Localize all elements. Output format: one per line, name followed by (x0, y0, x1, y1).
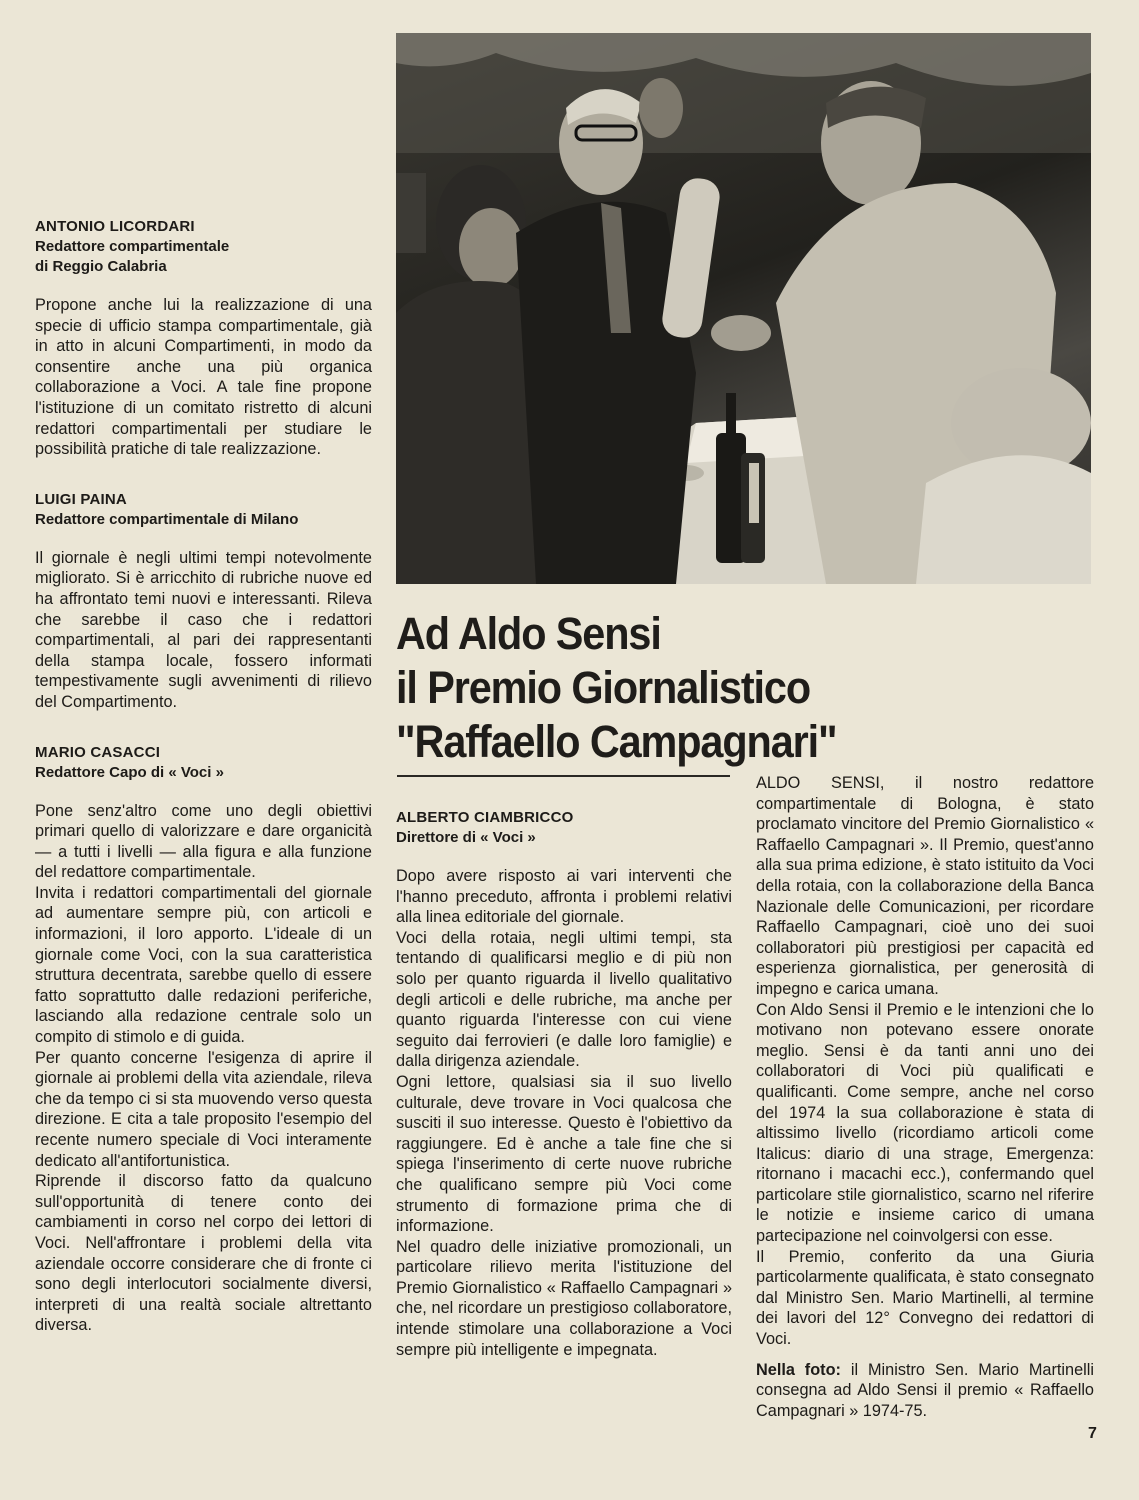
headline-line: Ad Aldo Sensi (396, 608, 661, 659)
right-column (756, 773, 1094, 1421)
page-number: 7 (1088, 1425, 1097, 1442)
paragraph: Voci della rotaia, negli ultimi tempi, sta tentando di qualificarsi meglio e di più non solo per quanto riguarda il livello qualitativo degli articoli e delle rubriche, ma anche per quanto riguarda l'interesse con cui viene seguito dai ferrovieri (e dalle loro famiglie) e dalla dirigenza aziendale. (396, 928, 732, 1071)
headline-line: "Raffaello Campagnari" (396, 716, 837, 767)
section-paina (35, 490, 372, 713)
speaker-role: Redattore compartimentale di Milano (35, 510, 299, 528)
paragraph: Riprende il discorso fatto da qualcuno sull'opportunità di tenere conto dei cambiamenti in corso nel corpo dei lettori di Voci. Nell'affrontare i problemi della vita aziendale occorre considerare che di fronte ci sono degli interlocutori socialmente diversi, interpreti di una realtà sociale altrettanto diversa. (35, 1172, 372, 1335)
middle-column (396, 808, 732, 1360)
speaker-name: MARIO CASACCI (35, 743, 161, 761)
ceremony-photo (396, 33, 1091, 584)
speaker-role: di Reggio Calabria (35, 258, 167, 275)
paragraph: ALDO SENSI, il nostro redattore compartimentale di Bologna, è stato proclamato vincitore del Premio Giornalistico « Raffaello Campagnari ». Il Premio, quest'anno alla sua prima edizione, è stato istituito da Voci della rotaia, con la collaborazione della Banca Nazionale delle Comunicazioni, per ricordare Raffaello Campagnari, cioè uno dei suoi collaboratori più prestigiosi per capacità ed esperienza giornalistica, per generosità di impegno e carica umana. (756, 774, 1094, 998)
speaker-role: Redattore compartimentale (35, 238, 230, 255)
paragraph: Il Premio, conferito da una Giuria particolarmente qualificata, è stato consegnato dal Ministro Sen. Mario Martinelli, al termine dei lavori del 12° Convegno dei redattori di Voci. (756, 1247, 1094, 1349)
paragraph: Nel quadro delle iniziative promozionali, un particolare rilievo merita l'istituzione del Premio Giornalistico « Raffaello Campagnari » che, nel ricordare un prestigioso collaboratore, intende stimolare una collaborazione a Voci sempre più intelligente e impegnata. (396, 1237, 732, 1359)
paragraph: Propone anche lui la realizzazione di una specie di ufficio stampa compartimentale, già in atto in alcuni Compartimenti, in modo da consentire anche una più organica collaborazione a Voci. A tale fine propone l'istituzione di un comitato ristretto di alcuni redattori compartimentali per studiare le possibilità pratiche di tale realizzazione. (35, 296, 372, 459)
caption-text: il Ministro Sen. Mario Martinelli consegna ad Aldo Sensi il premio « Raffaello Campagnari » 1974-75. (756, 1360, 1095, 1420)
photo-caption (756, 1360, 1094, 1422)
section-casacci (35, 743, 372, 1336)
paragraph: Il giornale è negli ultimi tempi notevolmente migliorato. Si è arricchito di rubriche nuove ed ha affrontato temi nuovi e interessanti. Rileva che sarebbe il caso che i redattori compartimentali, al pari dei rappresentanti della stampa locale, fossero informati tempestivamente sugli avvenimenti di rilievo del Compartimento. (35, 548, 372, 711)
left-column (35, 217, 372, 1336)
section-licordari (35, 217, 372, 460)
paragraph: Con Aldo Sensi il Premio e le intenzioni che lo motivano non potevano essere onorate meglio. Sensi è da tanti anni uno dei collaboratori di Voci più qualificati e qualificanti. Come sempre, anche nel corso del 1974 la sua collaborazione è stata di altissimo livello (ricordiamo articoli come Italicus: diario di una strage, Emergenza: ritornano i macachi ecc.), confermando quel particolare stile giornalistico, scarno nel riferire le notizie e insieme carico di umana partecipazione nel coinvolgersi con esse. (756, 1000, 1094, 1246)
paragraph: Pone senz'altro come uno degli obiettivi primari quello di valorizzare e dare organicità — a tutti i livelli — alla figura e alla funzione del redattore compartimentale. (35, 801, 372, 882)
speaker-role: Redattore Capo di « Voci » (35, 763, 224, 781)
caption-label: Nella foto: (756, 1360, 841, 1379)
headline-rule (397, 775, 730, 777)
speaker-name: LUIGI PAINA (35, 490, 127, 508)
speaker-role: Direttore di « Voci » (396, 829, 536, 846)
article-headline (396, 607, 874, 769)
paragraph: Ogni lettore, qualsiasi sia il suo livello culturale, deve trovare in Voci qualcosa che susciti il suo interesse. Questo è l'obiettivo da raggiungere. Ed è anche a tale fine che si spiega l'inserimento di certe nuove rubriche che qualificano sempre più Voci come strumento di formazione prima che di informazione. (396, 1072, 732, 1236)
ceremony-illustration (396, 33, 1091, 584)
paragraph: Per quanto concerne l'esigenza di aprire il giornale ai problemi della vita aziendale, rileva che da tempo ci si sta muovendo verso questa direzione. E cita a tale proposito l'esempio del recente numero speciale di Voci interamente dedicato all'antifortunistica. (35, 1048, 372, 1170)
headline-line: il Premio Giornalistico (396, 662, 811, 713)
paragraph: Invita i redattori compartimentali del giornale ad aumentare sempre più, con articoli e informazioni, il loro apporto. L'ideale di un giornale come Voci, con la sua caratteristica struttura decentrata, sarebbe quello di essere fatto soprattutto dalle redazioni periferiche, lasciando alla redazione centrale solo un compito di stimolo e di guida. (35, 883, 372, 1047)
speaker-name: ANTONIO LICORDARI (35, 218, 195, 235)
speaker-name: ALBERTO CIAMBRICCO (396, 809, 574, 826)
paragraph: Dopo avere risposto ai vari interventi che l'hanno preceduto, affronta i problemi relativi alla linea editoriale del giornale. (396, 867, 732, 927)
